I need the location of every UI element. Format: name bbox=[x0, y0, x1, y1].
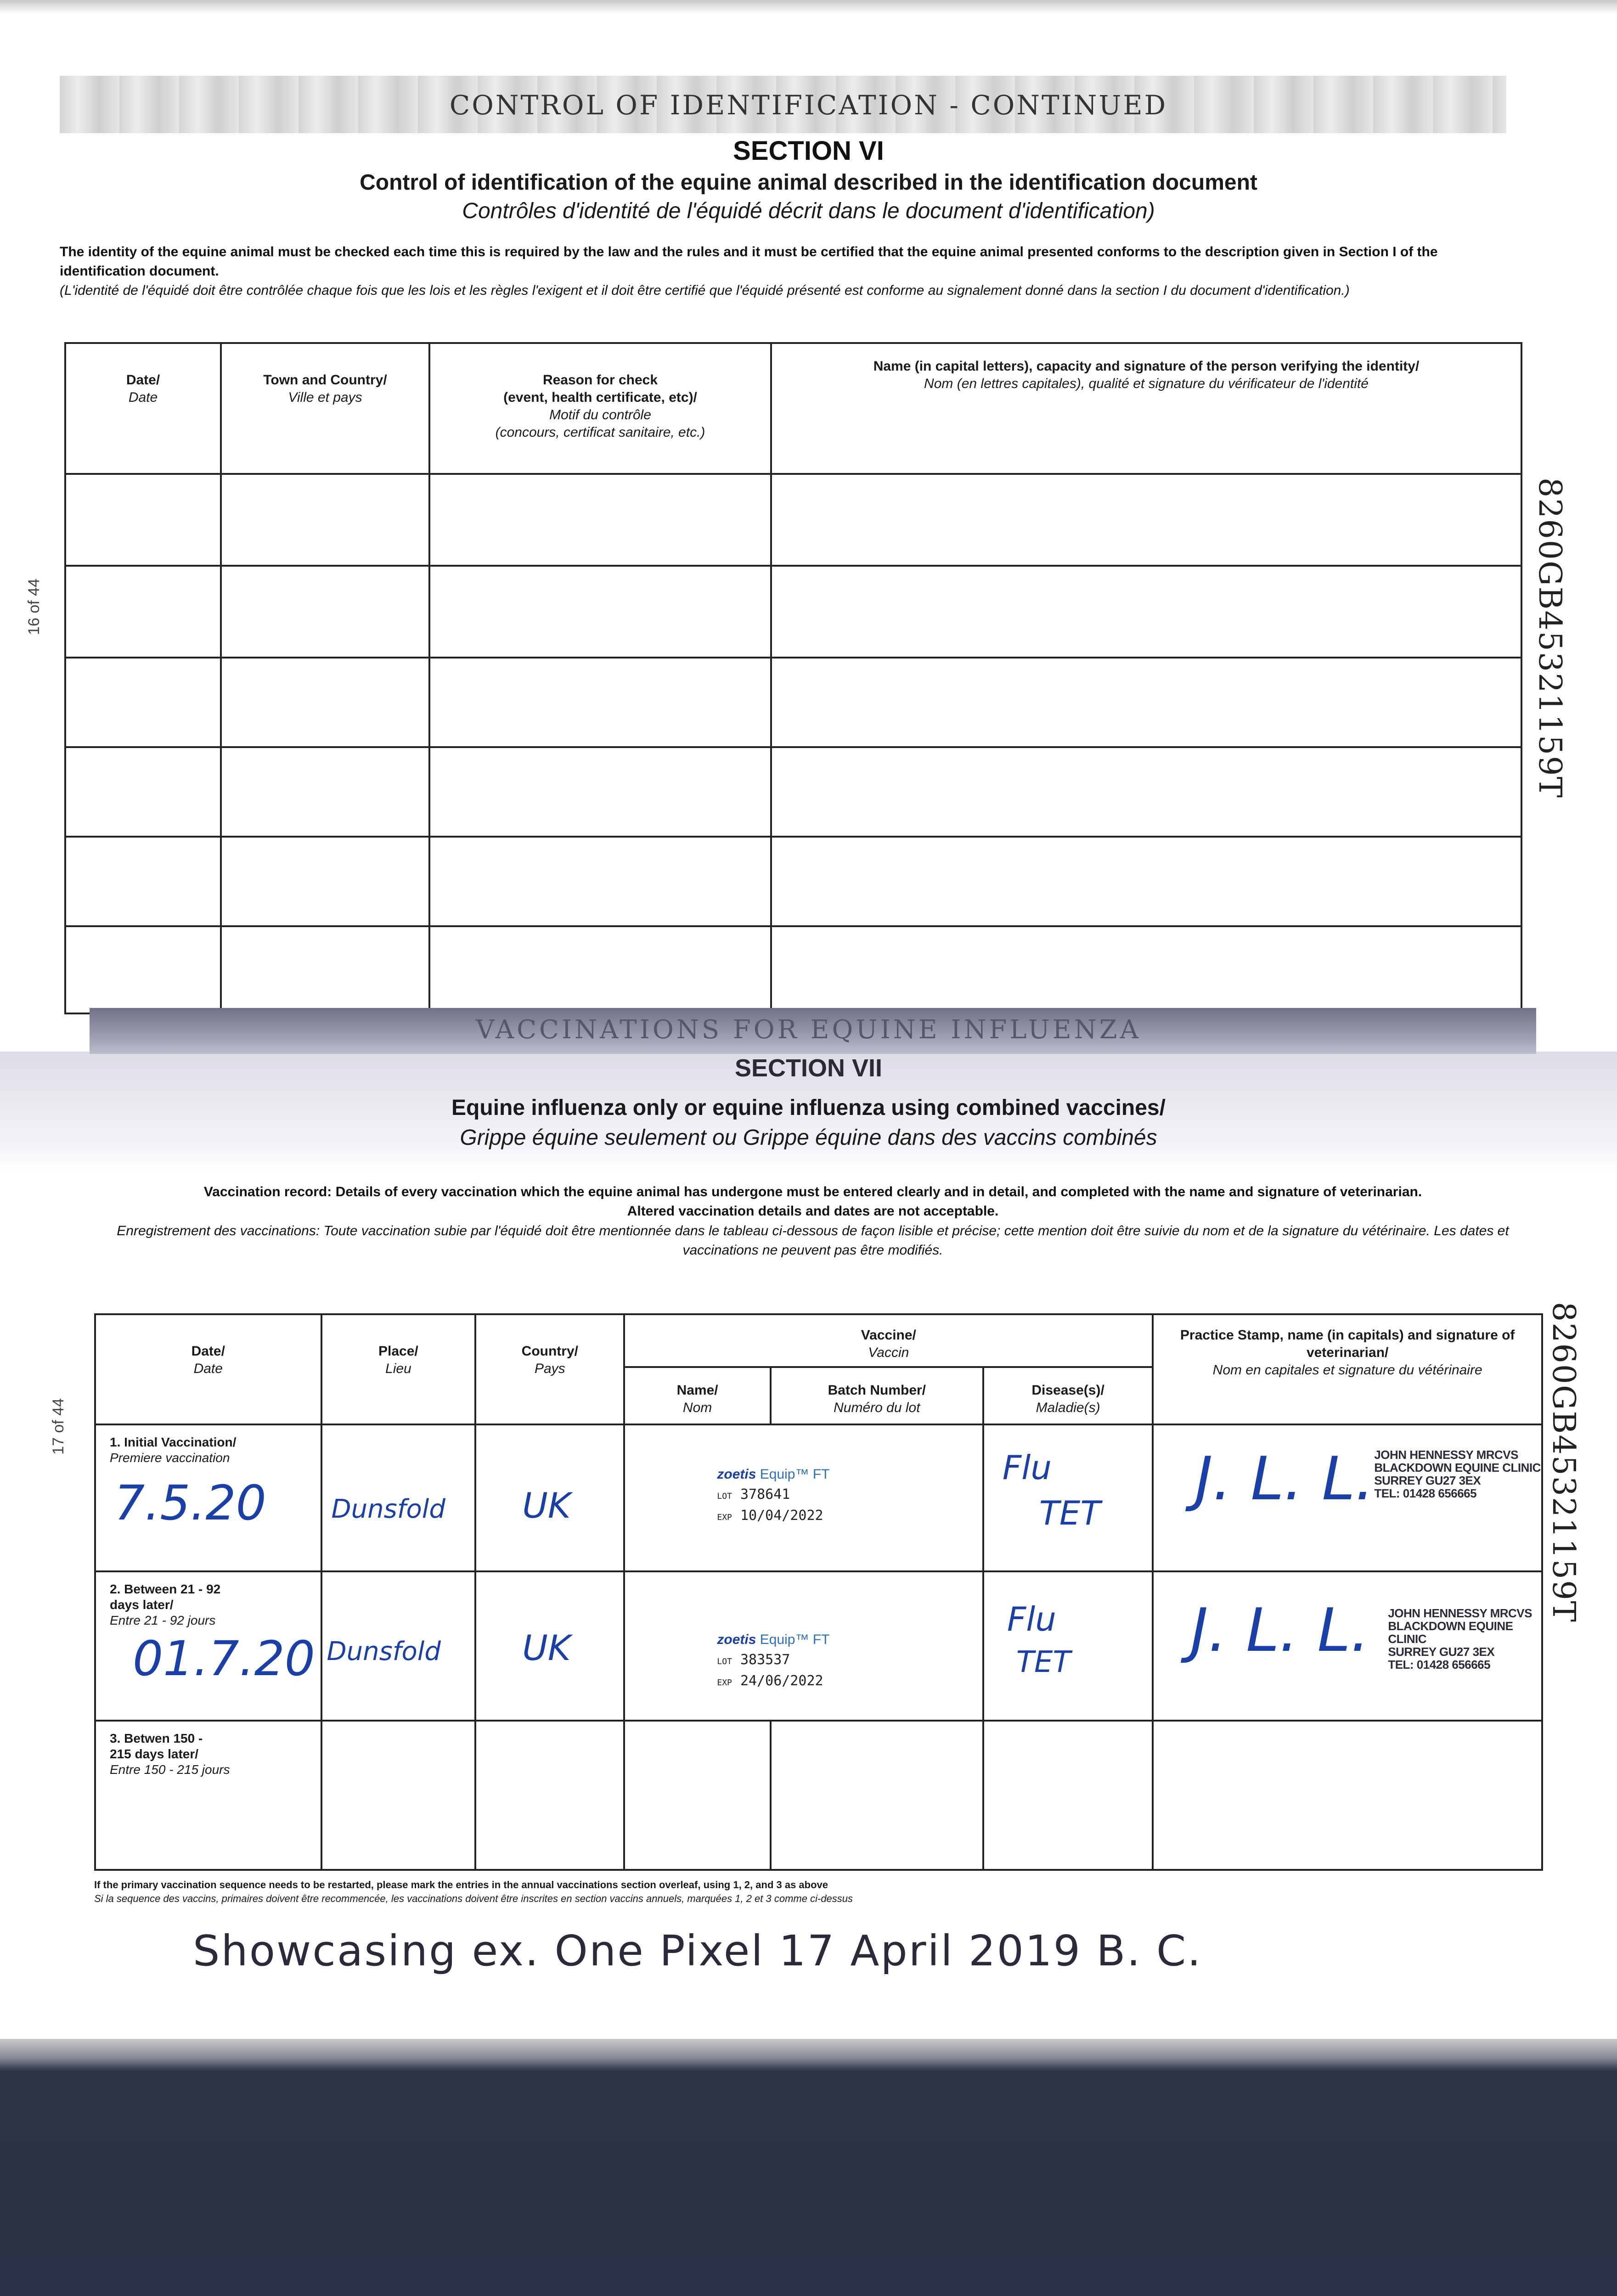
vrow3-label-en: 3. Betwen 150 - 215 days later/ bbox=[110, 1731, 203, 1761]
scan-edge-bottom bbox=[0, 2039, 1617, 2296]
handwritten-note: Showcasing ex. One Pixel 17 April 2019 B. C. bbox=[193, 1926, 1202, 1975]
vrow1-place-cell bbox=[321, 1424, 476, 1571]
vcol-header-batch-en: Batch Number/ bbox=[828, 1383, 926, 1398]
col-header-reason-en: Reason for check bbox=[542, 372, 658, 388]
section-vii-banner-text: VACCINATIONS FOR EQUINE INFLUENZA bbox=[476, 1015, 1141, 1045]
section-vi-intro-fr: (L'identité de l'équidé doit être contrôlée chaque fois que les lois et les règles l'exigent et il doit être certifié que l'équidé présenté est conforme au signalement donné dans la section I du document d'identification.) bbox=[60, 283, 1350, 298]
vaccination-record-en-2: Altered vaccination details and dates are not acceptable. bbox=[627, 1204, 999, 1219]
vrow3-vaccine-name-cell bbox=[624, 1721, 770, 1870]
table-row bbox=[65, 926, 1521, 1013]
vcol-header-name-en: Name/ bbox=[676, 1383, 718, 1398]
vrow3-disease-cell bbox=[983, 1721, 1153, 1870]
vrow1-vaccine-brand: zoetis bbox=[717, 1467, 756, 1482]
vrow2-vaccine-cell bbox=[624, 1571, 983, 1721]
vrow1-stamp-line-4: TEL: 01428 656665 bbox=[1374, 1486, 1477, 1500]
vrow2-expiry: 24/06/2022 bbox=[740, 1673, 823, 1689]
vrow1-expiry: 10/04/2022 bbox=[740, 1508, 823, 1524]
vrow2-vaccine-label bbox=[717, 1632, 982, 1648]
section-vii-title-en: Equine influenza only or equine influenza using combined vaccines/ bbox=[451, 1096, 1166, 1120]
section-vi-title-fr: Contrôles d'identité de l'équidé décrit dans le document d'identification) bbox=[462, 199, 1155, 223]
vrow2-lot-label: LOT bbox=[717, 1657, 732, 1666]
section-vii-heading: SECTION VII bbox=[734, 1054, 883, 1082]
section-vi-banner-text: CONTROL OF IDENTIFICATION - CONTINUED bbox=[449, 90, 1168, 121]
vrow2-vaccine-name: Equip™ FT bbox=[760, 1632, 830, 1647]
col-header-date-en: Date/ bbox=[126, 372, 160, 388]
section-vi-intro-en: The identity of the equine animal must be checked each time this is required by the law and the rules and it must be certified that the equine animal presented conforms to the description given in Section I of the identification document. bbox=[60, 244, 1438, 279]
vrow1-batch-block bbox=[717, 1485, 982, 1527]
vrow2-stamp-cell bbox=[1153, 1571, 1542, 1721]
vrow1-vaccine-cell bbox=[624, 1424, 983, 1571]
vrow2-batch-block bbox=[717, 1650, 982, 1693]
col-header-date bbox=[65, 343, 221, 474]
vaccination-row-2 bbox=[95, 1571, 1542, 1721]
vcol-header-stamp-en: Practice Stamp, name (in capitals) and signature of veterinarian/ bbox=[1180, 1328, 1515, 1360]
vcol-header-disease-fr: Maladie(s) bbox=[1036, 1400, 1100, 1415]
table-row bbox=[65, 837, 1521, 926]
vcol-header-date-fr: Date bbox=[193, 1361, 223, 1376]
scan-edge-top bbox=[0, 0, 1617, 14]
section-vii-title-fr: Grippe équine seulement ou Grippe équine dans des vaccins combinés bbox=[460, 1125, 1157, 1150]
vrow2-exp-label: EXP bbox=[717, 1678, 732, 1688]
vrow2-batch: 383537 bbox=[740, 1652, 790, 1668]
restart-footnote-en: If the primary vaccination sequence needs to be restarted, please mark the entries in the annual vaccinations section overleaf, using 1, 2, and 3 as above bbox=[94, 1879, 828, 1891]
vcol-header-country bbox=[475, 1314, 624, 1424]
vrow2-date-cell bbox=[95, 1571, 321, 1721]
vrow1-country: UK bbox=[522, 1485, 571, 1526]
vrow3-date-cell bbox=[95, 1721, 321, 1870]
vcol-header-date bbox=[95, 1314, 321, 1424]
vrow1-place: Dunsfold bbox=[331, 1494, 445, 1524]
vrow2-stamp bbox=[1388, 1607, 1541, 1671]
vrow1-disease-2: TET bbox=[1039, 1494, 1101, 1532]
vcol-header-name bbox=[624, 1367, 770, 1424]
vcol-header-stamp-fr: Nom en capitales et signature du vétérinaire bbox=[1212, 1362, 1482, 1378]
vcol-header-batch bbox=[771, 1367, 983, 1424]
vcol-header-place-en: Place/ bbox=[378, 1344, 418, 1359]
section-vi-heading: SECTION VI bbox=[733, 136, 884, 166]
vrow1-vaccine-label bbox=[717, 1467, 982, 1482]
vrow2-stamp-line-3: SURREY GU27 3EX bbox=[1388, 1645, 1495, 1659]
vcol-header-place-fr: Lieu bbox=[385, 1361, 411, 1376]
vrow1-signature: J. L. L. bbox=[1195, 1444, 1375, 1514]
vrow2-stamp-line-1: JOHN HENNESSY MRCVS bbox=[1388, 1606, 1532, 1620]
vrow2-country: UK bbox=[522, 1627, 571, 1668]
vrow2-vaccine-brand: zoetis bbox=[717, 1632, 756, 1647]
vrow1-date: 7.5.20 bbox=[114, 1475, 266, 1531]
vrow3-batch-cell bbox=[771, 1721, 983, 1870]
page-number-upper: 16 of 44 bbox=[25, 579, 43, 635]
vcol-header-country-fr: Pays bbox=[534, 1361, 565, 1376]
vrow1-batch: 378641 bbox=[740, 1486, 790, 1503]
vrow1-disease-1: Flu bbox=[1002, 1448, 1052, 1487]
table-row bbox=[65, 566, 1521, 658]
section-vi-title-en: Control of identification of the equine animal described in the identification document bbox=[360, 170, 1257, 195]
vaccination-row-3 bbox=[95, 1721, 1542, 1870]
vaccination-table bbox=[94, 1313, 1543, 1871]
vrow2-label-en: 2. Between 21 - 92 days later/ bbox=[110, 1582, 221, 1612]
vrow1-label-fr: Premiere vaccination bbox=[110, 1451, 230, 1465]
vcol-header-disease bbox=[983, 1367, 1153, 1424]
identification-checks-table bbox=[64, 342, 1522, 1014]
col-header-reason-en2: (event, health certificate, etc)/ bbox=[503, 390, 697, 405]
col-header-town-en: Town and Country/ bbox=[263, 372, 387, 388]
vrow2-label-fr: Entre 21 - 92 jours bbox=[110, 1613, 216, 1627]
vrow2-stamp-line-4: TEL: 01428 656665 bbox=[1388, 1658, 1491, 1671]
vcol-header-disease-en: Disease(s)/ bbox=[1031, 1383, 1104, 1398]
vcol-header-name-fr: Nom bbox=[682, 1400, 712, 1415]
col-header-reason-fr: Motif du contrôle bbox=[549, 407, 651, 422]
vcol-header-vaccine-en: Vaccine/ bbox=[861, 1328, 916, 1343]
col-header-date-fr: Date bbox=[128, 390, 158, 405]
vrow1-label-en: 1. Initial Vaccination/ bbox=[110, 1435, 237, 1449]
vrow2-place: Dunsfold bbox=[327, 1637, 441, 1666]
col-header-verifier-fr: Nom (en lettres capitales), qualité et signature du vérificateur de l'identité bbox=[924, 376, 1369, 391]
vrow2-signature: J. L. L. bbox=[1190, 1595, 1370, 1665]
vrow2-disease-cell bbox=[983, 1571, 1153, 1721]
col-header-town bbox=[221, 343, 429, 474]
restart-footnote-fr: Si la sequence des vaccins, primaires doivent être recommencée, les vaccinations doivent être inscrites en section vaccins annuels, marquées 1, 2 et 3 comme ci-dessus bbox=[94, 1893, 853, 1904]
vcol-header-country-en: Country/ bbox=[521, 1344, 578, 1359]
vrow2-place-cell bbox=[321, 1571, 476, 1721]
vcol-header-vaccine bbox=[624, 1314, 1153, 1367]
vrow1-vaccine-name: Equip™ FT bbox=[760, 1467, 830, 1482]
vrow1-country-cell bbox=[475, 1424, 624, 1571]
vrow2-country-cell bbox=[475, 1571, 624, 1721]
vcol-header-batch-fr: Numéro du lot bbox=[834, 1400, 920, 1415]
passport-number-upper: 8260GB45321159T bbox=[1532, 478, 1568, 799]
vrow3-country-cell bbox=[475, 1721, 624, 1870]
vrow2-disease-2: TET bbox=[1016, 1645, 1071, 1679]
col-header-reason-fr2: (concours, certificat sanitaire, etc.) bbox=[495, 425, 705, 440]
col-header-town-fr: Ville et pays bbox=[288, 390, 362, 405]
vrow1-lot-label: LOT bbox=[717, 1491, 732, 1501]
page-number-lower: 17 of 44 bbox=[50, 1398, 67, 1455]
vrow3-label-fr: Entre 150 - 215 jours bbox=[110, 1762, 230, 1777]
table-row bbox=[65, 474, 1521, 566]
col-header-reason bbox=[429, 343, 771, 474]
vrow1-stamp bbox=[1374, 1448, 1541, 1500]
vrow2-disease-1: Flu bbox=[1007, 1600, 1056, 1638]
vrow1-stamp-line-1: JOHN HENNESSY MRCVS bbox=[1374, 1448, 1518, 1462]
vrow1-stamp-line-2: BLACKDOWN EQUINE CLINIC bbox=[1374, 1461, 1541, 1474]
vrow1-exp-label: EXP bbox=[717, 1513, 732, 1522]
vcol-header-date-en: Date/ bbox=[191, 1344, 225, 1359]
vaccination-row-1 bbox=[95, 1424, 1542, 1571]
col-header-verifier bbox=[771, 343, 1521, 474]
table-row bbox=[65, 658, 1521, 747]
vaccination-record-fr: Enregistrement des vaccinations: Toute vaccination subie par l'équidé doit être mentionnée dans le tableau ci-dessous de façon lisible et précise; cette mention doit être suivie du nom et de la signature du vétérinaire. Les dates et vaccinations ne peuvent pas être modifiés. bbox=[117, 1223, 1509, 1258]
vrow2-stamp-line-2: BLACKDOWN EQUINE CLINIC bbox=[1388, 1619, 1513, 1646]
passport-number-lower: 8260GB45321159T bbox=[1545, 1302, 1582, 1623]
vrow1-date-cell bbox=[95, 1424, 321, 1571]
vcol-header-vaccine-fr: Vaccin bbox=[868, 1345, 909, 1360]
vrow1-stamp-cell bbox=[1153, 1424, 1542, 1571]
vrow3-stamp-cell bbox=[1153, 1721, 1542, 1870]
vaccination-record-en bbox=[92, 1182, 1534, 1221]
vcol-header-place bbox=[321, 1314, 476, 1424]
vrow1-disease-cell bbox=[983, 1424, 1153, 1571]
vaccination-record-en-1: Vaccination record: Details of every vaccination which the equine animal has undergone must be entered clearly and in detail, and completed with the name and signature of veterinarian. bbox=[203, 1184, 1422, 1199]
vcol-header-stamp bbox=[1153, 1314, 1542, 1424]
vrow2-date: 01.7.20 bbox=[133, 1631, 315, 1687]
table-row bbox=[65, 747, 1521, 837]
vrow1-stamp-line-3: SURREY GU27 3EX bbox=[1374, 1474, 1481, 1487]
vrow3-place-cell bbox=[321, 1721, 476, 1870]
col-header-verifier-en: Name (in capital letters), capacity and signature of the person verifying the identity/ bbox=[873, 359, 1420, 374]
